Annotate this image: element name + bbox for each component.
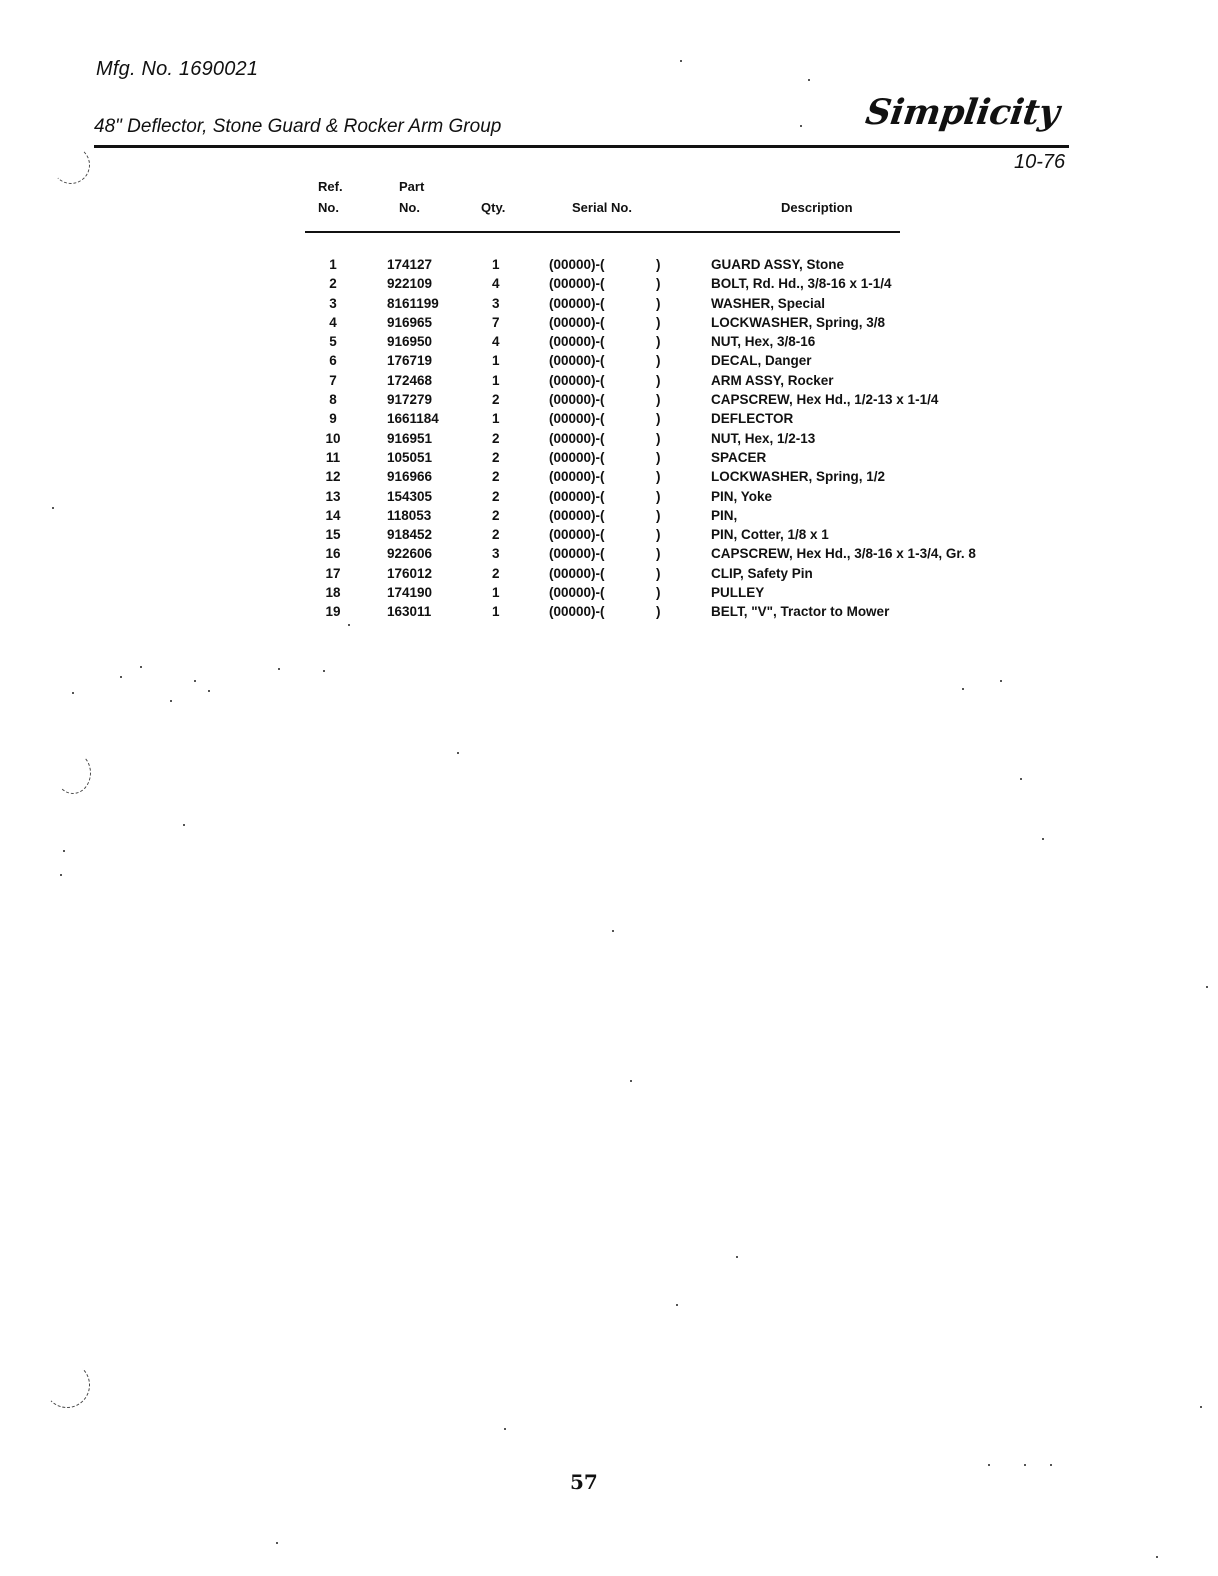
header-serial: Serial No. (572, 200, 632, 215)
part-number-cell: 174127 (387, 257, 433, 272)
part-number-cell: 916966 (387, 469, 433, 485)
table-row (0, 506, 1100, 525)
ref-cell: 17 (325, 565, 341, 581)
ref-cell: 5 (329, 334, 337, 350)
revision-date: 10-76 (1014, 151, 1066, 173)
description-cell: NUT, Hex, 1/2-13 (711, 430, 816, 446)
serial-number-cell: (00000)-( (549, 295, 605, 311)
speck (120, 676, 122, 678)
header-ref (318, 176, 343, 218)
speck (183, 824, 185, 826)
speck (1024, 1464, 1026, 1466)
quantity-cell: 2 (492, 565, 500, 581)
part-number-cell: 154305 (387, 488, 433, 504)
table-row (0, 467, 1100, 486)
quantity-cell: 2 (492, 469, 500, 485)
speck (962, 688, 964, 690)
speck (60, 874, 62, 876)
serial-close-cell: ) (656, 257, 661, 272)
speck (348, 624, 350, 626)
part-number-cell: 163011 (387, 604, 432, 620)
serial-close-cell: ) (656, 372, 661, 388)
table-row (0, 313, 1100, 332)
quantity-cell: 1 (492, 257, 500, 272)
quantity-cell: 2 (492, 392, 500, 408)
quantity-cell: 2 (492, 449, 500, 465)
serial-number-cell: (00000)-( (549, 314, 605, 330)
table-row (0, 583, 1100, 602)
serial-close-cell: ) (656, 314, 661, 330)
quantity-cell: 1 (492, 372, 500, 388)
description-cell: CLIP, Safety Pin (711, 565, 813, 581)
quantity-cell: 3 (492, 546, 500, 562)
serial-number-cell: (00000)-( (549, 430, 605, 446)
speck (457, 752, 459, 754)
table-row (0, 351, 1100, 370)
speck (208, 690, 210, 692)
description-cell: CAPSCREW, Hex Hd., 1/2-13 x 1-1/4 (711, 392, 939, 408)
speck (1156, 1556, 1158, 1558)
table-row (0, 332, 1100, 351)
ref-cell: 8 (329, 392, 337, 408)
description-cell: SPACER (711, 449, 767, 465)
serial-number-cell: (00000)-( (549, 604, 605, 620)
speck (1042, 838, 1044, 840)
description-cell: BOLT, Rd. Hd., 3/8-16 x 1-1/4 (711, 276, 892, 292)
table-row (0, 390, 1100, 409)
quantity-cell: 4 (492, 334, 500, 350)
description-cell: PIN, Yoke (711, 488, 773, 504)
serial-close-cell: ) (656, 565, 661, 581)
part-number-cell: 916950 (387, 334, 433, 350)
punch-hole-mark (52, 146, 90, 184)
part-number-cell: 922109 (387, 276, 433, 292)
speck (194, 680, 196, 682)
header-rule (94, 145, 1069, 148)
serial-close-cell: ) (656, 295, 661, 311)
quantity-cell: 1 (492, 604, 500, 620)
speck (323, 670, 325, 672)
description-cell: BELT, "V", Tractor to Mower (711, 604, 890, 620)
quantity-cell: 1 (492, 411, 500, 427)
description-cell: LOCKWASHER, Spring, 1/2 (711, 469, 886, 485)
description-cell: PIN, Cotter, 1/8 x 1 (711, 527, 829, 543)
part-number-cell: 118053 (387, 507, 432, 523)
serial-close-cell: ) (656, 411, 661, 427)
speck (736, 1256, 738, 1258)
part-number-cell: 916965 (387, 314, 433, 330)
ref-cell: 13 (325, 488, 341, 504)
parts-table (0, 255, 1100, 622)
table-row (0, 602, 1100, 621)
serial-close-cell: ) (656, 546, 661, 562)
ref-cell: 6 (329, 353, 337, 369)
table-row (0, 429, 1100, 448)
part-number-cell: 172468 (387, 372, 433, 388)
header-description: Description (781, 200, 853, 215)
ref-cell: 19 (325, 604, 341, 620)
serial-number-cell: (00000)-( (549, 449, 605, 465)
quantity-cell: 7 (492, 314, 500, 330)
speck (52, 507, 54, 509)
part-number-cell: 176719 (387, 353, 433, 369)
brand-logo: Simplicity (863, 92, 1062, 133)
part-number-cell: 1661184 (387, 411, 439, 427)
ref-cell: 18 (325, 585, 341, 601)
speck (808, 79, 810, 81)
speck (170, 700, 172, 702)
header-part-line1: Part (399, 179, 425, 194)
part-number-cell: 922606 (387, 546, 433, 562)
ref-cell: 16 (325, 546, 341, 562)
serial-close-cell: ) (656, 353, 661, 369)
page-title: 48" Deflector, Stone Guard & Rocker Arm Group (94, 116, 502, 137)
description-cell: CAPSCREW, Hex Hd., 3/8-16 x 1-3/4, Gr. 8 (711, 546, 976, 562)
serial-number-cell: (00000)-( (549, 353, 605, 369)
serial-close-cell: ) (656, 585, 661, 601)
serial-number-cell: (00000)-( (549, 257, 605, 272)
ref-cell: 3 (329, 295, 337, 311)
quantity-cell: 1 (492, 585, 500, 601)
speck (278, 668, 280, 670)
serial-close-cell: ) (656, 392, 661, 408)
speck (276, 1542, 278, 1544)
speck (630, 1080, 632, 1082)
ref-cell: 2 (329, 276, 337, 292)
punch-hole-mark (55, 752, 91, 794)
table-row (0, 564, 1100, 583)
table-row (0, 371, 1100, 390)
ref-cell: 10 (325, 430, 341, 446)
serial-number-cell: (00000)-( (549, 527, 605, 543)
table-row (0, 544, 1100, 563)
serial-close-cell: ) (656, 334, 661, 350)
serial-close-cell: ) (656, 449, 661, 465)
mfg-number: Mfg. No. 1690021 (96, 58, 259, 80)
serial-close-cell: ) (656, 488, 661, 504)
header-ref-line2: No. (318, 200, 339, 215)
ref-cell: 14 (325, 507, 341, 523)
speck (680, 60, 682, 62)
part-number-cell: 8161199 (387, 295, 439, 311)
quantity-cell: 4 (492, 276, 500, 292)
table-row (0, 255, 1100, 274)
serial-close-cell: ) (656, 507, 661, 523)
description-cell: LOCKWASHER, Spring, 3/8 (711, 314, 886, 330)
quantity-cell: 2 (492, 527, 500, 543)
serial-number-cell: (00000)-( (549, 507, 605, 523)
speck (1020, 778, 1022, 780)
serial-number-cell: (00000)-( (549, 488, 605, 504)
serial-number-cell: (00000)-( (549, 392, 605, 408)
page-number: 57 (570, 1470, 598, 1494)
serial-close-cell: ) (656, 430, 661, 446)
table-row (0, 487, 1100, 506)
punch-hole-mark (44, 1362, 90, 1408)
part-number-cell: 105051 (387, 449, 433, 465)
speck (72, 692, 74, 694)
speck (1050, 1464, 1052, 1466)
speck (1000, 680, 1002, 682)
quantity-cell: 3 (492, 295, 500, 311)
serial-number-cell: (00000)-( (549, 411, 605, 427)
speck (1206, 986, 1208, 988)
quantity-cell: 1 (492, 353, 500, 369)
ref-cell: 12 (325, 469, 341, 485)
part-number-cell: 917279 (387, 392, 433, 408)
ref-cell: 4 (329, 314, 337, 330)
ref-cell: 9 (329, 411, 337, 427)
part-number-cell: 916951 (387, 430, 433, 446)
serial-number-cell: (00000)-( (549, 372, 605, 388)
serial-number-cell: (00000)-( (549, 469, 605, 485)
table-row (0, 274, 1100, 293)
serial-close-cell: ) (656, 276, 661, 292)
speck (988, 1464, 990, 1466)
serial-number-cell: (00000)-( (549, 565, 605, 581)
quantity-cell: 2 (492, 507, 500, 523)
table-row (0, 525, 1100, 544)
description-cell: GUARD ASSY, Stone (711, 257, 845, 272)
part-number-cell: 174190 (387, 585, 433, 601)
part-number-cell: 176012 (387, 565, 433, 581)
ref-cell: 15 (325, 527, 341, 543)
serial-close-cell: ) (656, 527, 661, 543)
speck (676, 1304, 678, 1306)
speck (612, 930, 614, 932)
description-cell: DECAL, Danger (711, 353, 812, 369)
description-cell: NUT, Hex, 3/8-16 (711, 334, 816, 350)
table-header-rule (305, 231, 900, 233)
description-cell: PULLEY (711, 585, 765, 601)
ref-cell: 1 (329, 257, 337, 272)
table-row (0, 294, 1100, 313)
speck (1200, 1406, 1202, 1408)
serial-number-cell: (00000)-( (549, 276, 605, 292)
serial-close-cell: ) (656, 469, 661, 485)
speck (800, 125, 802, 127)
serial-close-cell: ) (656, 604, 661, 620)
quantity-cell: 2 (492, 430, 500, 446)
header-qty: Qty. (481, 200, 506, 215)
ref-cell: 11 (325, 449, 341, 465)
serial-number-cell: (00000)-( (549, 585, 605, 601)
header-ref-line1: Ref. (318, 179, 343, 194)
serial-number-cell: (00000)-( (549, 334, 605, 350)
speck (140, 666, 142, 668)
description-cell: PIN, (711, 507, 738, 523)
description-cell: DEFLECTOR (711, 411, 794, 427)
description-cell: WASHER, Special (711, 295, 826, 311)
table-row (0, 448, 1100, 467)
quantity-cell: 2 (492, 488, 500, 504)
part-number-cell: 918452 (387, 527, 433, 543)
speck (63, 850, 65, 852)
ref-cell: 7 (329, 372, 337, 388)
speck (504, 1428, 506, 1430)
header-part (399, 176, 424, 218)
table-row (0, 409, 1100, 428)
header-part-line2: No. (399, 200, 420, 215)
description-cell: ARM ASSY, Rocker (711, 372, 834, 388)
serial-number-cell: (00000)-( (549, 546, 605, 562)
